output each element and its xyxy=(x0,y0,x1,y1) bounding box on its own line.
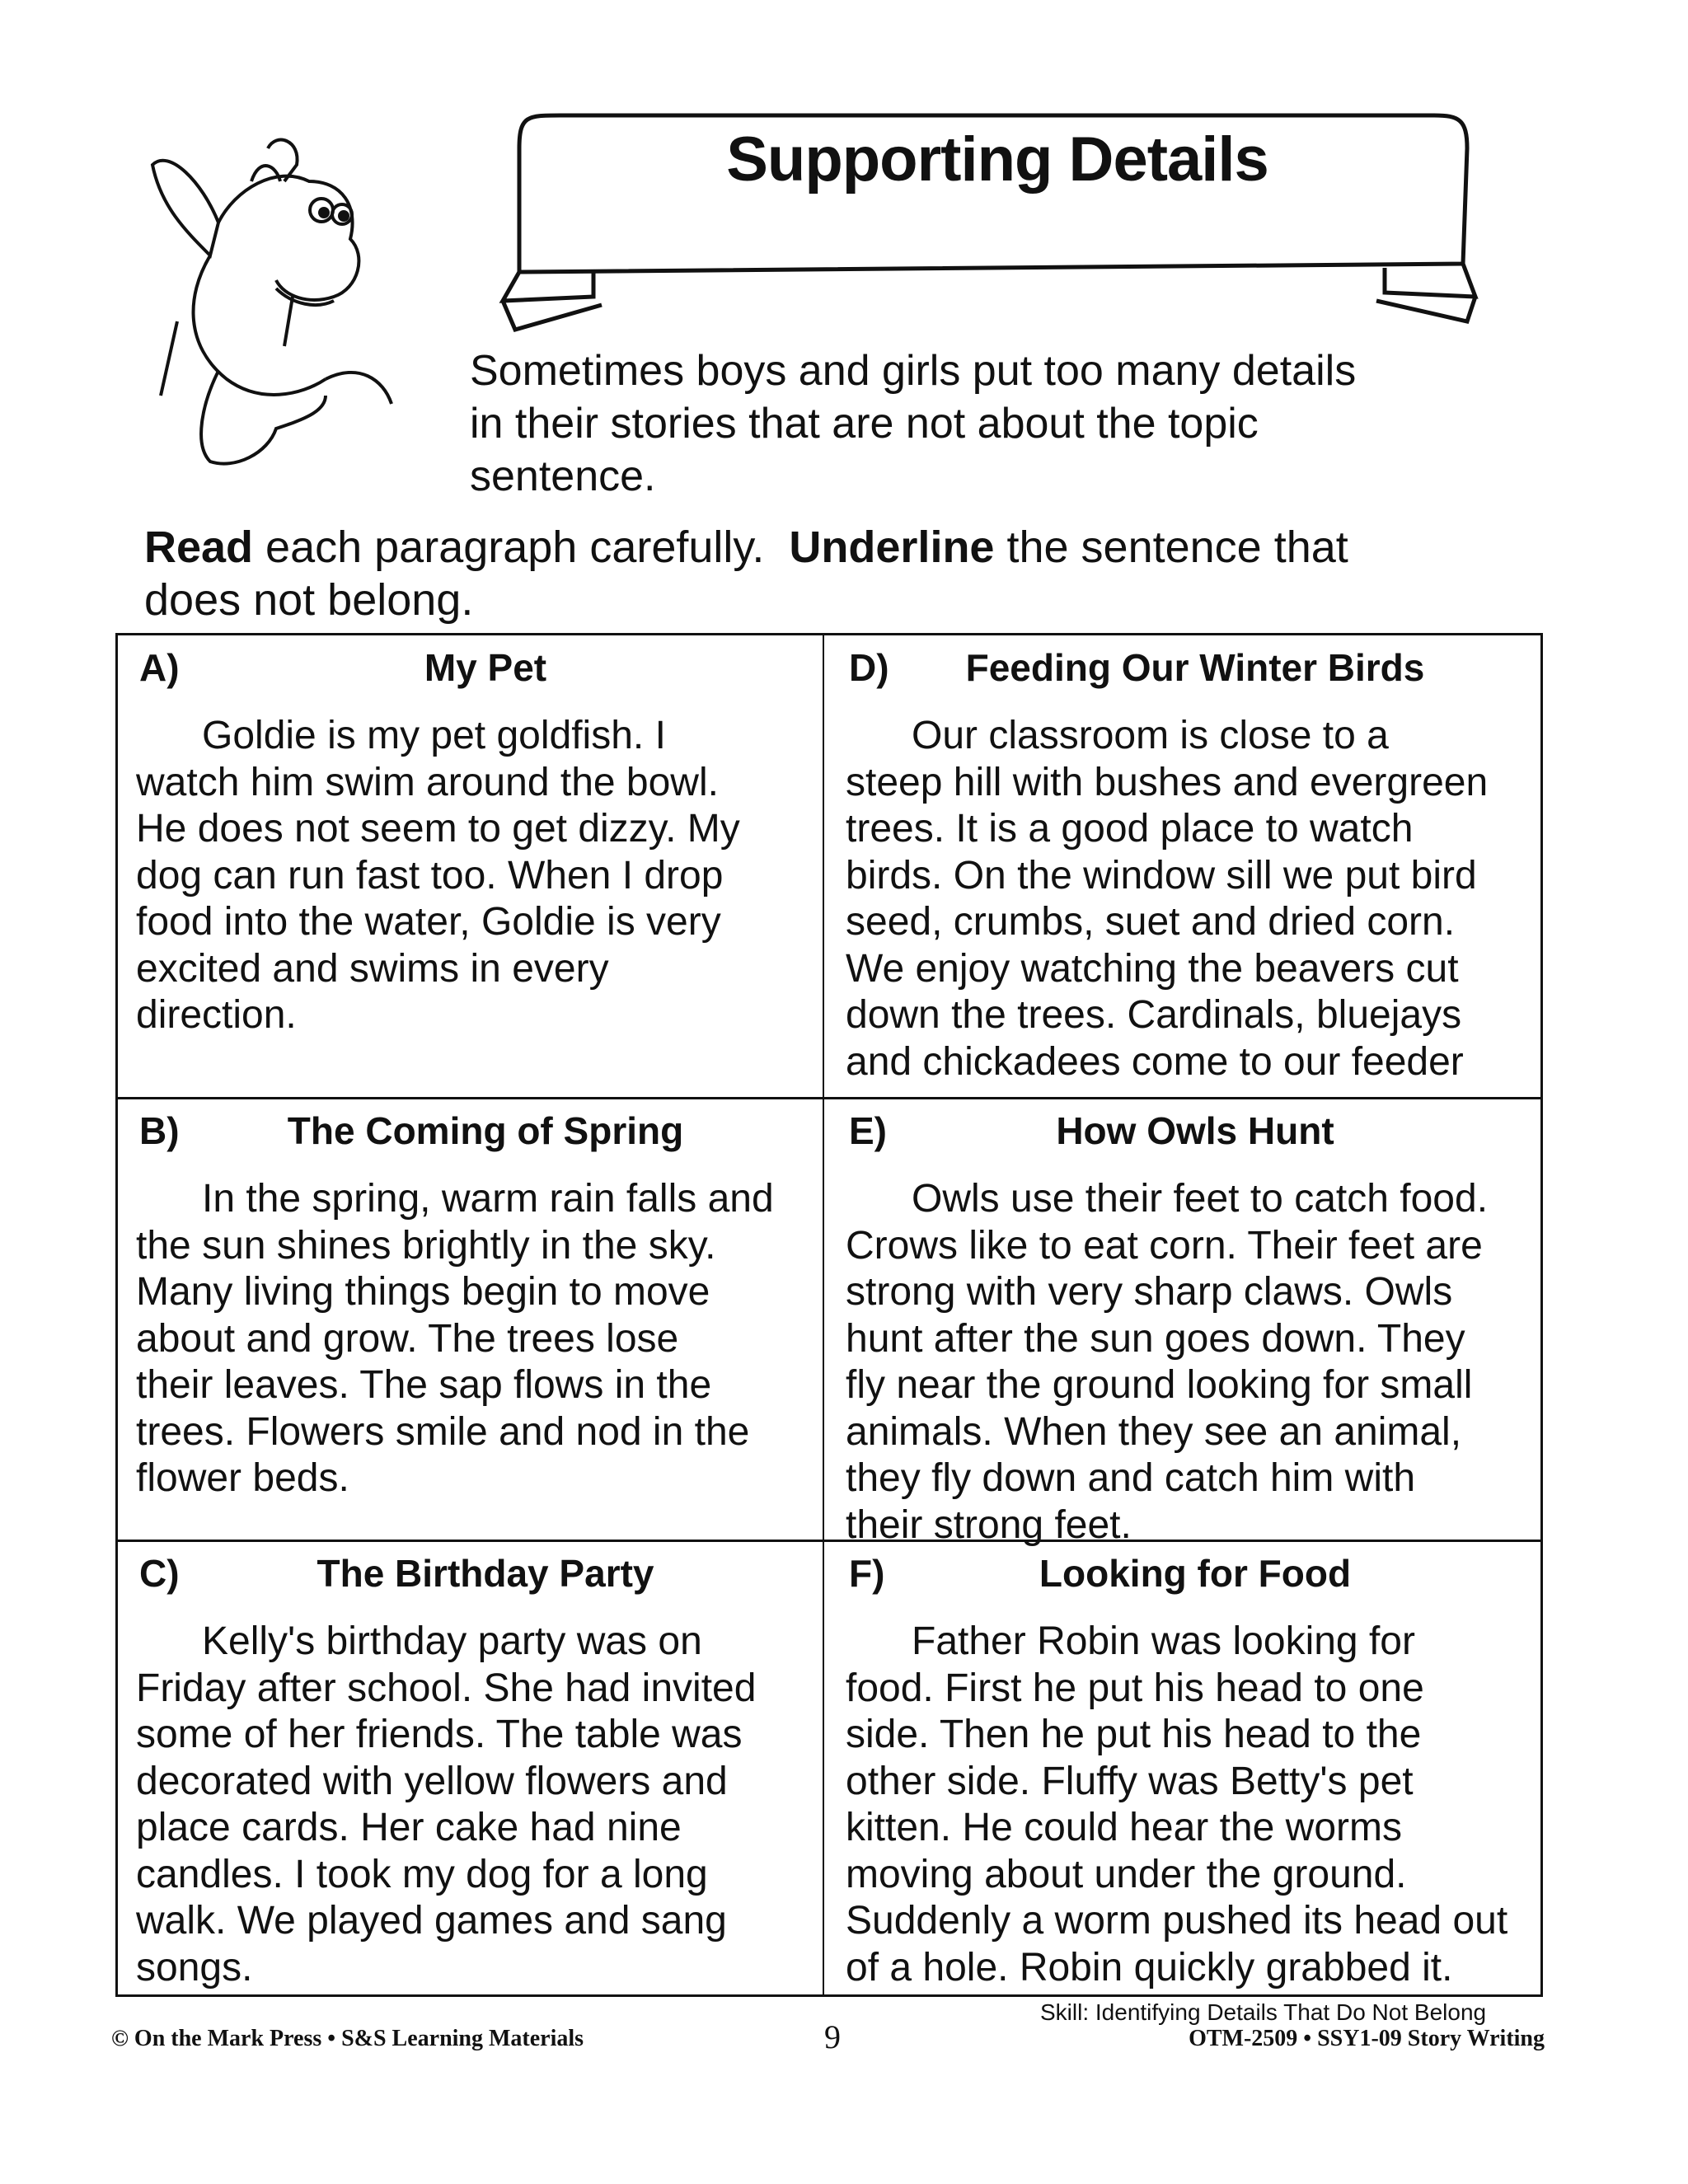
paragraph-line[interactable]: Suddenly a worm pushed its head out xyxy=(846,1899,1508,1943)
paragraph-title: My Pet xyxy=(424,646,547,689)
paragraph-cell xyxy=(824,635,1525,1085)
paragraph-line[interactable]: the sun shines brightly in the sky. xyxy=(136,1223,716,1268)
intro-line: Sometimes boys and girls put too many details xyxy=(470,347,1357,395)
paragraph-line[interactable]: Our classroom is close to a xyxy=(912,714,1389,757)
paragraph-line[interactable]: animals. When they see an animal, xyxy=(846,1409,1462,1454)
paragraph-letter: F) xyxy=(849,1552,885,1595)
instruction-text: each paragraph carefully. xyxy=(253,523,790,572)
instructions xyxy=(144,521,1348,626)
paragraph-line[interactable]: seed, crumbs, suet and dried corn. xyxy=(846,900,1456,944)
paragraph-line[interactable]: dog can run fast too. When I drop xyxy=(136,853,724,898)
cartoon-dog-mascot-illustration xyxy=(136,132,449,478)
page-number: 9 xyxy=(824,2018,841,2055)
paragraph-body xyxy=(824,713,1525,1085)
instruction-underline: Underline xyxy=(789,523,995,572)
paragraph-line[interactable]: their leaves. The sap flows in the xyxy=(136,1363,712,1407)
paragraph-line[interactable]: place cards. Her cake had nine xyxy=(136,1806,682,1849)
paragraph-title: Feeding Our Winter Birds xyxy=(965,646,1425,689)
paragraph-line[interactable]: excited and swims in every xyxy=(136,946,609,991)
paragraph-line[interactable]: decorated with yellow flowers and xyxy=(136,1759,728,1803)
paragraph-title: How Owls Hunt xyxy=(1056,1109,1334,1152)
paragraph-line[interactable]: Crows like to eat corn. Their feet are xyxy=(846,1223,1483,1268)
paragraph-line[interactable]: hunt after the sun goes down. They xyxy=(846,1316,1465,1361)
paragraph-line[interactable]: of a hole. Robin quickly grabbed it. xyxy=(846,1945,1453,1990)
intro-line: in their stories that are not about the topic xyxy=(470,400,1259,448)
paragraph-line[interactable]: direction. xyxy=(136,993,297,1037)
paragraph-line[interactable]: down the trees. Cardinals, bluejays xyxy=(846,993,1462,1037)
instruction-text: the sentence that xyxy=(994,523,1348,572)
intro-text xyxy=(470,344,1356,503)
paragraph-line[interactable]: Friday after school. She had invited xyxy=(136,1666,757,1710)
paragraph-line[interactable]: Kelly's birthday party was on xyxy=(202,1619,702,1663)
paragraph-cell xyxy=(824,1541,1525,1991)
paragraph-heading xyxy=(824,635,1525,703)
footer-skill: Skill: Identifying Details That Do Not Belong xyxy=(1040,1999,1487,2025)
instruction-text: does not belong. xyxy=(144,575,474,625)
paragraph-heading xyxy=(824,1099,1525,1166)
paragraph-line[interactable]: some of her friends. The table was xyxy=(136,1713,743,1756)
paragraph-cell xyxy=(115,635,815,1039)
footer-product-code: OTM-2509 • SSY1-09 Story Writing xyxy=(1189,2026,1545,2051)
paragraph-line[interactable]: Owls use their feet to catch food. xyxy=(912,1177,1489,1221)
paragraph-line[interactable]: In the spring, warm rain falls and xyxy=(202,1177,774,1221)
paragraph-line[interactable]: Father Robin was looking for xyxy=(912,1619,1415,1663)
paragraph-line[interactable]: other side. Fluffy was Betty's pet xyxy=(846,1759,1414,1803)
paragraph-body xyxy=(115,1619,815,1991)
paragraph-title: The Birthday Party xyxy=(316,1552,654,1595)
intro-line: sentence. xyxy=(470,452,656,500)
paragraph-line[interactable]: food. First he put his head to one xyxy=(846,1666,1424,1710)
paragraph-letter: B) xyxy=(139,1109,180,1152)
paragraph-line[interactable]: steep hill with bushes and evergreen xyxy=(846,760,1489,804)
paragraph-cell xyxy=(115,1099,815,1502)
paragraph-line[interactable]: kitten. He could hear the worms xyxy=(846,1806,1402,1849)
paragraph-heading xyxy=(115,635,815,703)
paragraph-line[interactable]: they fly down and catch him with xyxy=(846,1456,1416,1500)
paragraph-heading xyxy=(115,1099,815,1166)
paragraph-line[interactable]: moving about under the ground. xyxy=(846,1852,1407,1896)
paragraph-body xyxy=(115,1176,815,1502)
paragraph-heading xyxy=(115,1541,815,1609)
paragraph-line[interactable]: We enjoy watching the beavers cut xyxy=(846,946,1459,991)
paragraph-cell xyxy=(824,1099,1525,1549)
paragraph-letter: D) xyxy=(849,646,889,689)
paragraph-line[interactable]: and chickadees come to our feeder xyxy=(846,1039,1464,1084)
paragraph-line[interactable]: food into the water, Goldie is very xyxy=(136,900,721,944)
paragraph-line[interactable]: trees. It is a good place to watch xyxy=(846,807,1414,851)
paragraph-line[interactable]: side. Then he put his head to the xyxy=(846,1713,1422,1756)
paragraph-cell xyxy=(115,1541,815,1991)
paragraph-title: Looking for Food xyxy=(1039,1552,1352,1595)
paragraph-line[interactable]: Many living things begin to move xyxy=(136,1270,710,1314)
paragraph-line[interactable]: candles. I took my dog for a long xyxy=(136,1852,708,1896)
paragraph-line[interactable]: watch him swim around the bowl. xyxy=(136,760,719,804)
paragraph-body xyxy=(824,1176,1525,1549)
paragraph-line[interactable]: birds. On the window sill we put bird xyxy=(846,853,1477,898)
paragraph-line[interactable]: their strong feet. xyxy=(846,1502,1132,1547)
paragraph-line[interactable]: about and grow. The trees lose xyxy=(136,1316,679,1361)
paragraph-line[interactable]: walk. We played games and sang xyxy=(136,1899,727,1943)
paragraph-letter: C) xyxy=(139,1552,180,1595)
paragraph-letter: E) xyxy=(849,1109,887,1152)
paragraph-grid xyxy=(115,633,1543,1997)
paragraph-letter: A) xyxy=(139,646,180,689)
paragraph-line[interactable]: trees. Flowers smile and nod in the xyxy=(136,1409,750,1454)
footer-copyright: © On the Mark Press • S&S Learning Materials xyxy=(111,2026,584,2051)
paragraph-body xyxy=(115,713,815,1039)
paragraph-line[interactable]: Goldie is my pet goldfish. I xyxy=(202,714,666,757)
paragraph-line[interactable]: songs. xyxy=(136,1945,253,1990)
instruction-read: Read xyxy=(144,523,254,572)
paragraph-title: The Coming of Spring xyxy=(287,1109,684,1152)
paragraph-line[interactable]: strong with very sharp claws. Owls xyxy=(846,1270,1453,1314)
page-title: Supporting Details xyxy=(726,124,1268,194)
paragraph-line[interactable]: He does not seem to get dizzy. My xyxy=(136,807,740,851)
paragraph-line[interactable]: flower beds. xyxy=(136,1456,349,1500)
paragraph-body xyxy=(824,1619,1525,1991)
paragraph-line[interactable]: fly near the ground looking for small xyxy=(846,1363,1473,1407)
paragraph-heading xyxy=(824,1541,1525,1609)
